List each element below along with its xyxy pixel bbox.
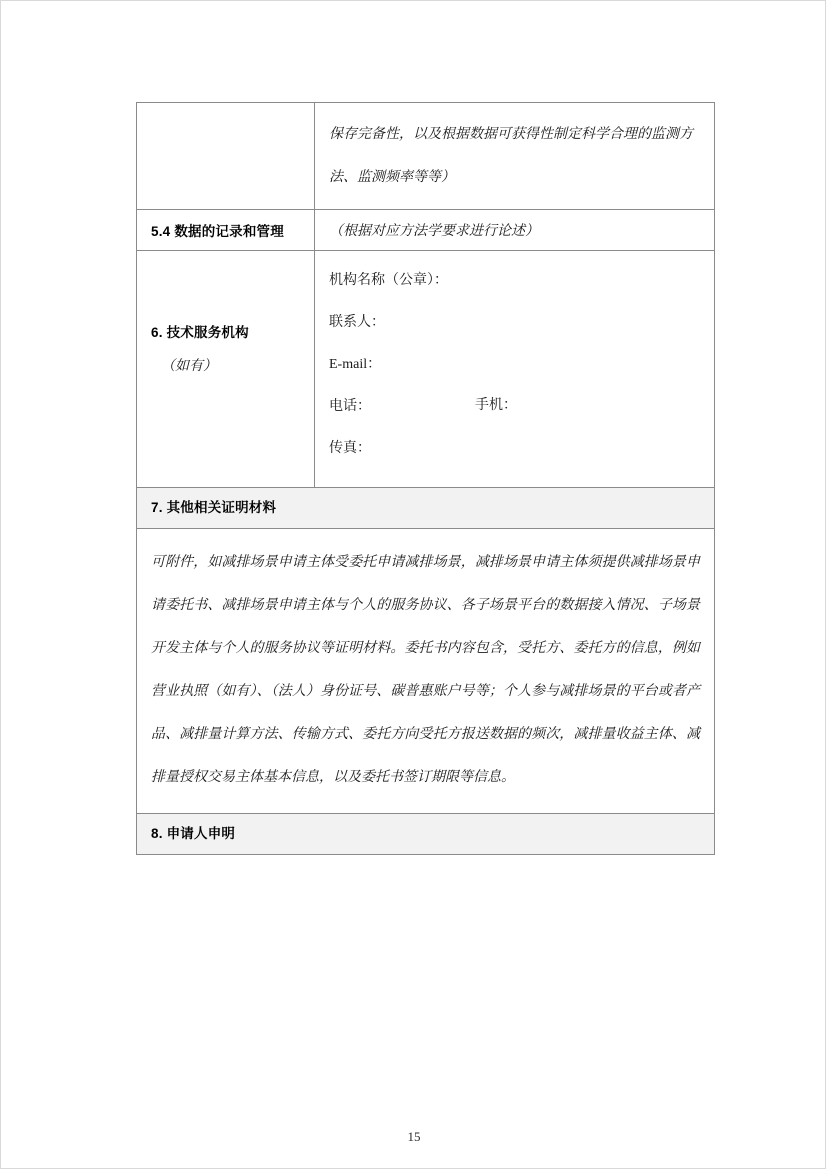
contact-label-phone: 电话： [329,399,371,414]
row-5-4-value: （根据对应方法学要求进行论述） [329,224,539,239]
row-6-label-cell [137,251,315,488]
contact-label-fax: 传真： [329,441,371,456]
row-6-value-cell [315,251,715,488]
page-number: 15 [407,1129,421,1144]
table-row-6 [137,251,715,488]
section-8-heading-cell [137,814,715,855]
contact-label-mobile: 手机： [475,398,517,413]
contact-label-org-name: 机构名称（公章）： [329,273,448,288]
contact-field-fax [329,433,702,475]
table-row-section-7-body [137,529,715,814]
row-5-4-label: 5.4 数据的记录和管理 [151,224,284,239]
contact-label-email: E-mail： [329,357,382,372]
continued-label [137,103,314,123]
contact-field-phone [329,391,702,433]
continued-value-line-2: 法、监测频率等等） [329,170,455,185]
contact-label-contact-person: 联系人： [329,315,385,330]
section-7-body-cell [137,529,715,814]
row-6-label-note: （如有） [161,359,217,374]
section-7-heading-cell [137,488,715,529]
table-row-5-4 [137,210,715,251]
continued-value-line-1: 保存完备性，以及根据数据可获得性制定科学合理的监测方 [329,127,693,142]
row-6-label: 6. 技术服务机构 [151,325,249,340]
row-5-4-value-cell [315,210,715,251]
table-row-continued [137,103,715,210]
application-form-table [136,102,715,855]
continued-value-cell [315,103,715,210]
contact-field-org-name [329,265,702,307]
table-row-section-7-heading [137,488,715,529]
continued-label-cell [137,103,315,210]
section-8-heading: 8. 申请人申明 [151,826,236,841]
row-5-4-label-cell [137,210,315,251]
section-7-heading: 7. 其他相关证明材料 [151,500,277,515]
contact-field-contact-person [329,307,702,349]
section-7-body-text: 可附件，如减排场景申请主体受委托申请减排场景，减排场景申请主体须提供减排场景申请委托书、减排场景申请主体与个人的服务协议、各子场景平台的数据接入情况、子场景开发主体与个人的服务协议等证明材料。委托书内容包含，受托方、委托方的信息，例如营业执照（如有）、（法人）身份证号、碳普惠账户号等；个人参与减排场景的平台或者产品、减排量计算方法、传输方式、委托方向受托方报送数据的频次，减排量收益主体、减排量授权交易主体基本信息，以及委托书签订期限等信息。 [151,555,700,785]
contact-field-email [329,349,702,391]
table-row-section-8-heading [137,814,715,855]
